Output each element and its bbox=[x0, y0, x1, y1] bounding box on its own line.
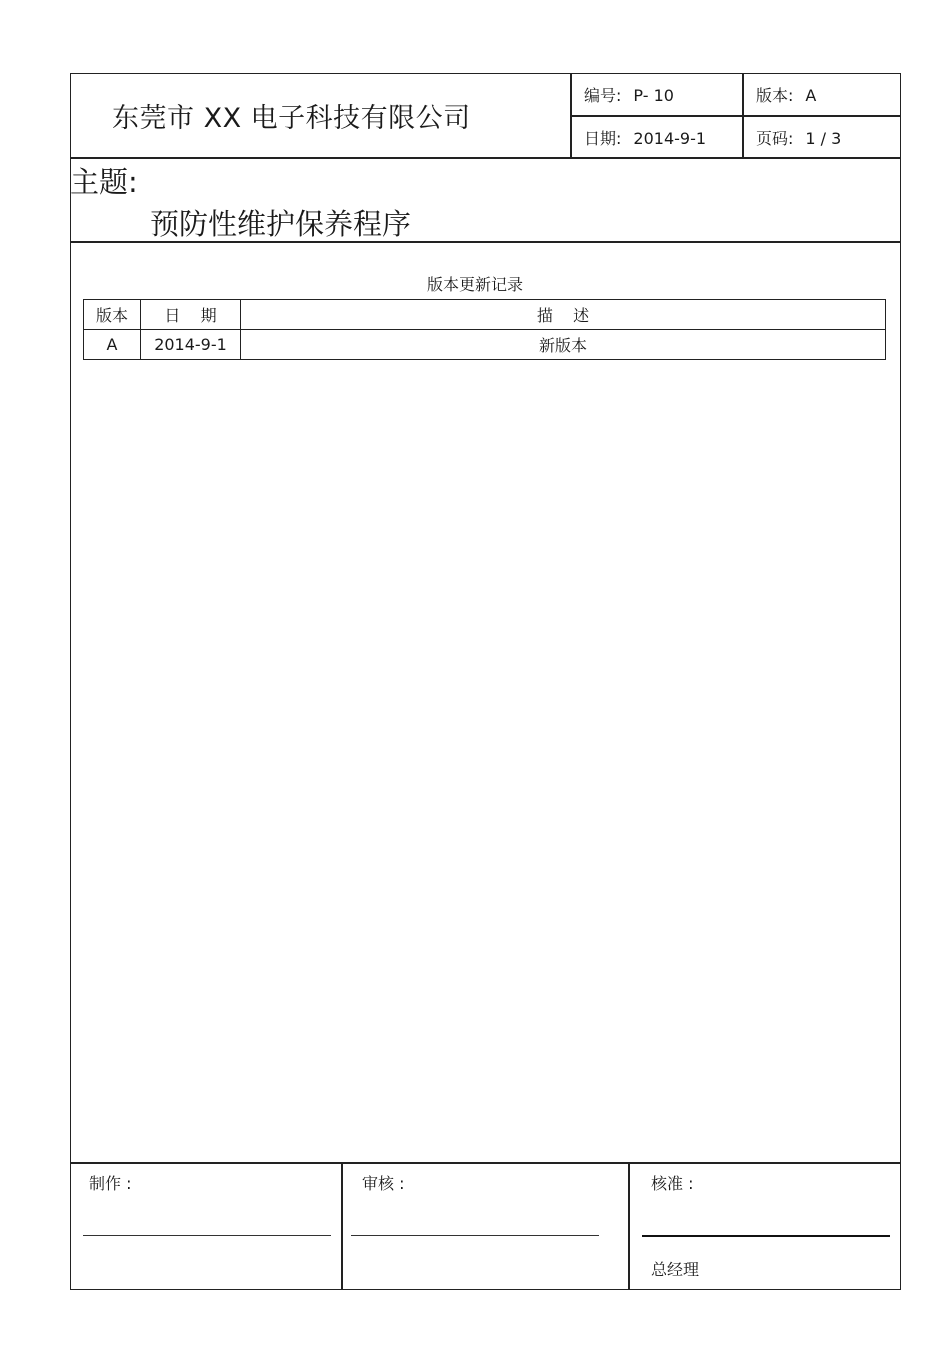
doc-page-value: 1 / 3 bbox=[805, 129, 842, 148]
reviewed-by-label: 审核 : bbox=[362, 1174, 405, 1193]
doc-version bbox=[756, 83, 816, 106]
cell-version: A bbox=[84, 330, 141, 360]
column-header-date: 日 期 bbox=[141, 300, 241, 330]
cell-description: 新版本 bbox=[241, 330, 886, 360]
revision-history-table bbox=[83, 299, 886, 360]
doc-date-value: 2014-9-1 bbox=[633, 129, 707, 148]
column-header-description: 描 述 bbox=[241, 300, 886, 330]
doc-number bbox=[584, 83, 674, 106]
approver-title: 总经理 bbox=[651, 1260, 700, 1279]
company-name: 东莞市 XX 电子科技有限公司 bbox=[112, 103, 471, 134]
doc-number-value: P- 10 bbox=[633, 86, 674, 105]
doc-date-label: 日期: bbox=[584, 129, 622, 148]
table-row bbox=[84, 330, 886, 360]
cell-date: 2014-9-1 bbox=[141, 330, 241, 360]
approved-by-label: 核准 : bbox=[651, 1174, 694, 1193]
doc-page-label: 页码: bbox=[756, 129, 794, 148]
doc-page bbox=[756, 126, 841, 149]
subject-bottom-rule bbox=[70, 241, 901, 243]
doc-date bbox=[584, 126, 706, 149]
header-bottom-rule bbox=[70, 157, 901, 159]
column-header-version: 版本 bbox=[84, 300, 141, 330]
doc-version-label: 版本: bbox=[756, 86, 794, 105]
header-mid-rule bbox=[570, 115, 901, 117]
revision-history-title: 版本更新记录 bbox=[426, 275, 523, 294]
signature-divider-1 bbox=[341, 1162, 343, 1290]
reviewed-by-signature-line bbox=[351, 1235, 599, 1236]
document-frame bbox=[70, 73, 901, 1290]
doc-number-label: 编号: bbox=[584, 86, 622, 105]
made-by-label: 制作 : bbox=[89, 1174, 132, 1193]
table-header-row bbox=[84, 300, 886, 330]
subject-label: 主题: bbox=[70, 165, 138, 199]
subject-title: 预防性维护保养程序 bbox=[150, 207, 412, 241]
signature-top-rule bbox=[70, 1162, 901, 1164]
signature-divider-2 bbox=[628, 1162, 630, 1290]
doc-version-value: A bbox=[805, 86, 817, 105]
approved-by-signature-line bbox=[642, 1235, 890, 1237]
made-by-signature-line bbox=[83, 1235, 331, 1236]
